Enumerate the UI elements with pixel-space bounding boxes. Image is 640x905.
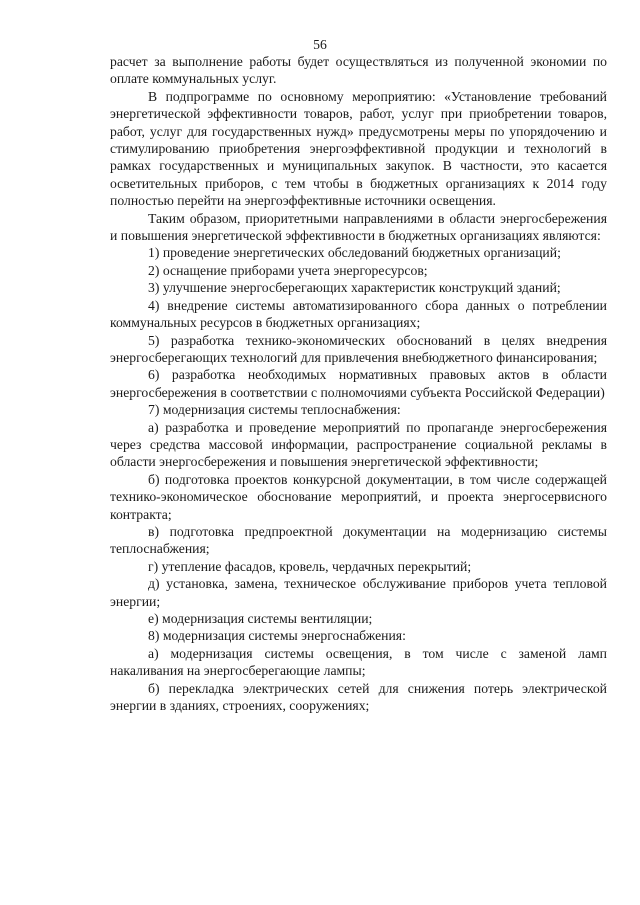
list-item: 3) улучшение энергосберегающих характеристик конструкций зданий; (148, 280, 561, 296)
list-item: 7) модернизация системы теплоснабжения: (148, 402, 401, 418)
paragraph-subprogram: В подпрограмме по основному мероприятию: «Установление требований энергетической эффективности товаров, работ, услуг при приобретении товаров, работ, услуг для государственных нужд» предусмотрены меры по упорядочению и стимулированию приобретения энергоэффективной продукции и технологий в рамках государственных и муниципальных закупок. В частности, это касается осветительных приборов, с тем чтобы в бюджетных организациях к 2014 году полностью перейти на энергоэффективные источники освещения. (110, 88, 607, 209)
sub-list-item: е) модернизация системы вентиляции; (148, 611, 373, 626)
list-item: 1) проведение энергетических обследований бюджетных организаций; (148, 245, 561, 261)
page-number: 56 (313, 37, 327, 52)
sub-list-item: а) разработка и проведение мероприятий по пропаганде энергосбережения через средства массовой информации, распространение социальной рекламы в области энергосбережения и повышения энергетической эффективности; (110, 419, 607, 470)
list-item: 2) оснащение приборами учета энергоресурсов; (148, 262, 428, 278)
sub-list-item: в) подготовка предпроектной документации на модернизацию системы теплоснабжения; (110, 523, 607, 557)
list-item: 4) внедрение системы автоматизированного сбора данных о потреблении коммунальных ресурсов в бюджетных организациях; (110, 297, 607, 331)
sub-list-item: б) подготовка проектов конкурсной документации, в том числе содержащей технико-экономическое обоснование мероприятий, и проекта энергосервисного контракта; (110, 471, 607, 522)
paragraph-intro: расчет за выполнение работы будет осуществляться из полученной экономии по оплате коммунальных услуг. (110, 54, 607, 87)
sub-list-item: д) установка, замена, техническое обслуживание приборов учета тепловой энергии; (110, 576, 607, 609)
sub-list-item: б) перекладка электрических сетей для снижения потерь электрической энергии в зданиях, строениях, сооружениях; (110, 680, 607, 714)
list-item: 6) разработка необходимых нормативных правовых актов в области энергосбережения в соответствии с полномочиями субъекта Российской Федерации) (110, 367, 607, 400)
list-item: 5) разработка технико-экономических обоснований в целях внедрения энергосберегающих технологий для привлечения внебюджетного финансирования; (110, 332, 607, 365)
document-body (110, 53, 607, 714)
list-item: 8) модернизация системы энергоснабжения: (148, 628, 406, 644)
sub-list-item: а) модернизация системы освещения, в том числе с заменой ламп накаливания на энергосберегающие лампы; (110, 645, 607, 679)
sub-list-item: г) утепление фасадов, кровель, чердачных перекрытий; (148, 558, 472, 574)
paragraph-priorities: Таким образом, приоритетными направлениями в области энергосбережения и повышения энергетической эффективности в бюджетных организациях являются: (110, 210, 607, 244)
